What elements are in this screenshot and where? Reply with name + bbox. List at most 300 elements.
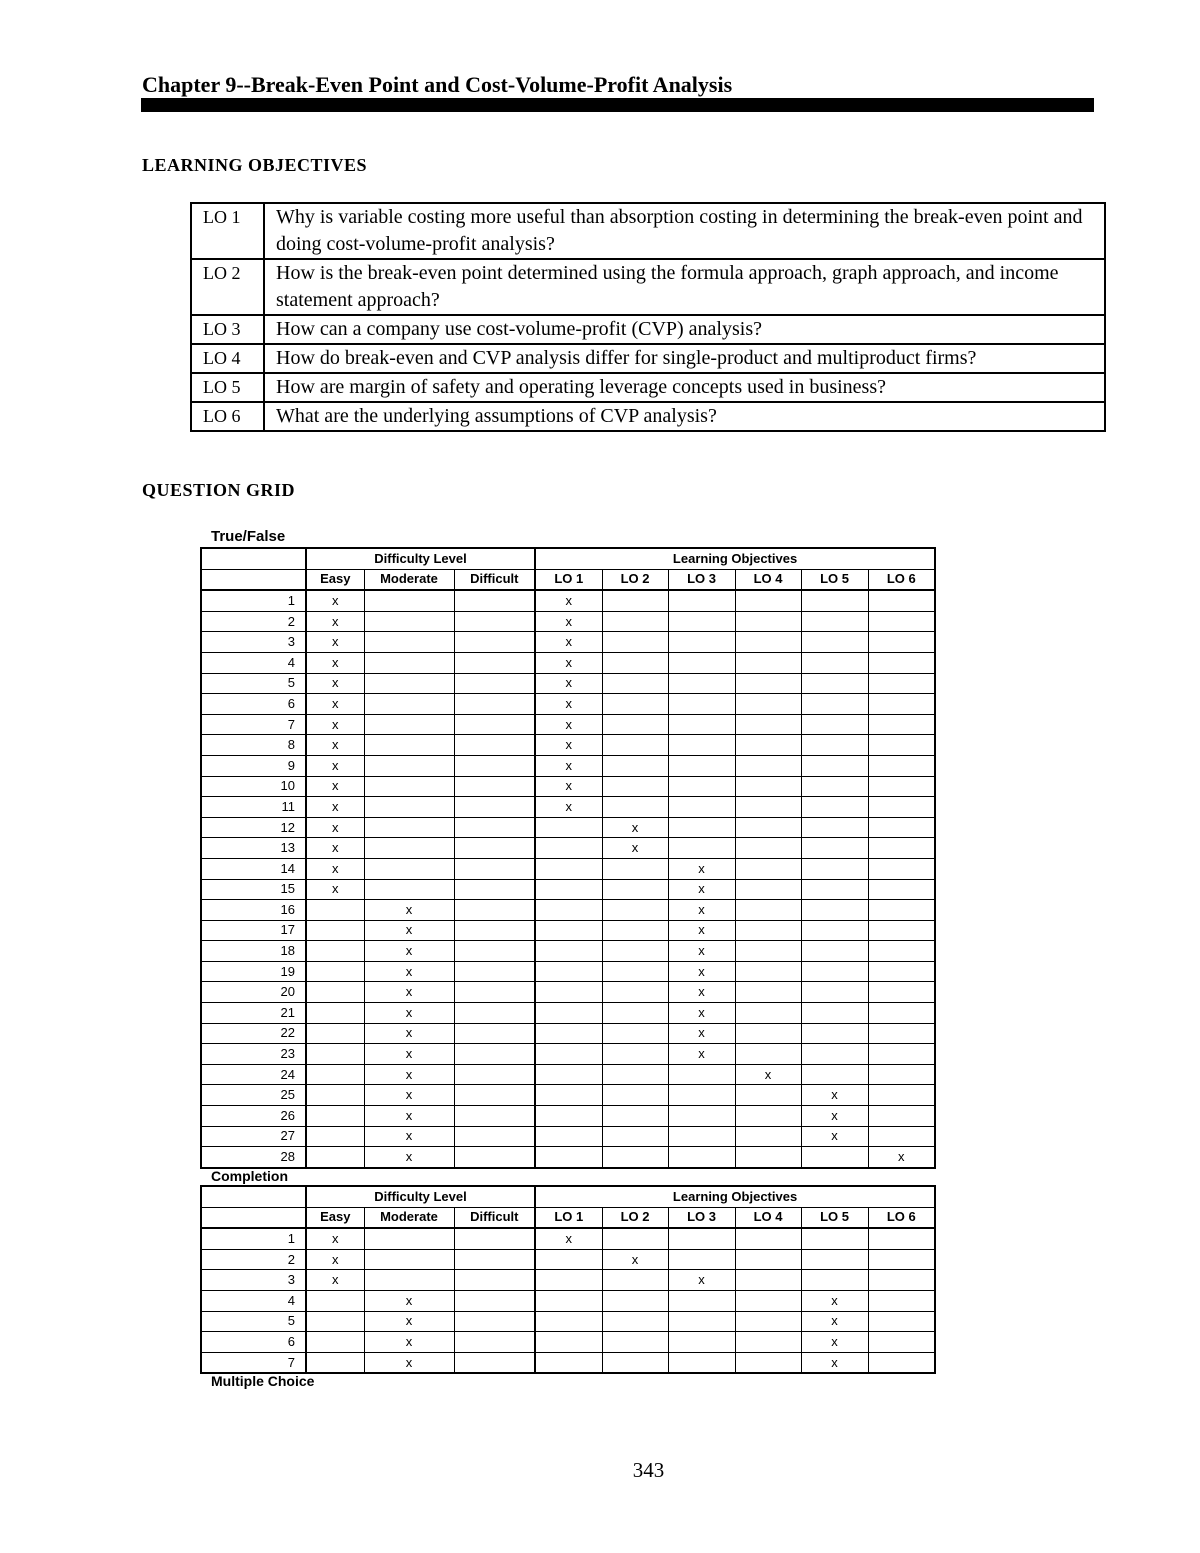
objective-header: LO 2 (602, 569, 668, 590)
difficulty-header: Difficult (454, 569, 535, 590)
difficulty-cell (306, 817, 364, 838)
objective-cell (602, 1228, 668, 1249)
table-row (201, 1023, 935, 1044)
objective-cell (535, 838, 602, 859)
difficulty-cell (306, 920, 364, 941)
objective-cell (668, 1290, 735, 1311)
question-number: 17 (201, 920, 306, 941)
question-number: 26 (201, 1106, 306, 1127)
objective-cell (735, 1044, 801, 1065)
objective-id: LO 6 (191, 402, 264, 431)
check-mark: x (698, 943, 705, 959)
objective-cell (801, 776, 868, 797)
check-mark: x (405, 1066, 413, 1082)
table-row (201, 1352, 935, 1373)
difficulty-cell (454, 817, 535, 838)
difficulty-cell (306, 1044, 364, 1065)
true-false-label: True/False (211, 528, 286, 545)
difficulty-cell (364, 858, 454, 879)
objective-cell (535, 1023, 602, 1044)
blank-cell (201, 548, 306, 569)
difficulty-cell (454, 982, 535, 1003)
table-row (201, 590, 935, 611)
objective-cell (801, 797, 868, 818)
objective-cell (668, 1270, 735, 1291)
question-number: 1 (201, 590, 306, 611)
learning-objectives-table (190, 202, 1106, 432)
objective-cell (602, 632, 668, 653)
check-mark: x (405, 1149, 413, 1165)
objective-cell (602, 1126, 668, 1147)
check-mark: x (764, 1066, 772, 1082)
objective-cell (668, 632, 735, 653)
difficulty-cell (306, 1023, 364, 1044)
difficulty-cell (364, 1332, 454, 1353)
objective-cell (535, 1290, 602, 1311)
difficulty-cell (364, 755, 454, 776)
difficulty-header: Moderate (364, 569, 454, 590)
check-mark: x (898, 1149, 905, 1165)
difficulty-cell (306, 900, 364, 921)
objective-text: What are the underlying assumptions of CVP analysis? (264, 402, 1105, 431)
difficulty-cell (364, 714, 454, 735)
check-mark: x (405, 1292, 413, 1308)
difficulty-header: Difficult (454, 1207, 535, 1228)
objective-text: How can a company use cost-volume-profit (CVP) analysis? (264, 315, 1105, 344)
question-number: 12 (201, 817, 306, 838)
objective-cell (801, 1249, 868, 1270)
difficulty-cell (306, 1270, 364, 1291)
objective-cell (668, 817, 735, 838)
objective-cell (668, 611, 735, 632)
table-row (201, 838, 935, 859)
objective-cell (602, 1023, 668, 1044)
objective-cell (801, 858, 868, 879)
objective-cell (735, 776, 801, 797)
difficulty-cell (364, 920, 454, 941)
objective-cell (801, 900, 868, 921)
objective-cell (801, 920, 868, 941)
difficulty-cell (364, 817, 454, 838)
objective-cell (535, 755, 602, 776)
objectives-group-header: Learning Objectives (535, 1186, 935, 1207)
question-number: 8 (201, 735, 306, 756)
objective-cell (801, 1023, 868, 1044)
objective-cell (868, 1106, 935, 1127)
difficulty-cell (454, 1126, 535, 1147)
difficulty-cell (306, 735, 364, 756)
difficulty-cell (306, 1352, 364, 1373)
objective-cell (668, 694, 735, 715)
check-mark: x (405, 1128, 413, 1144)
objective-cell (535, 1064, 602, 1085)
column-header-row (201, 569, 935, 590)
objective-cell (668, 879, 735, 900)
check-mark: x (698, 922, 705, 938)
objective-cell (735, 1147, 801, 1168)
difficulty-cell (454, 1003, 535, 1024)
objective-cell (668, 755, 735, 776)
difficulty-group-header: Difficulty Level (306, 1186, 535, 1207)
difficulty-group-header: Difficulty Level (306, 548, 535, 569)
table-row (201, 941, 935, 962)
difficulty-cell (306, 1126, 364, 1147)
objective-header: LO 1 (535, 569, 602, 590)
table-row (201, 652, 935, 673)
objective-cell (668, 735, 735, 756)
objective-cell (801, 652, 868, 673)
table-row (201, 1270, 935, 1291)
objective-cell (868, 735, 935, 756)
table-row (201, 611, 935, 632)
check-mark: x (405, 963, 413, 979)
objective-cell (602, 652, 668, 673)
objective-cell (535, 1352, 602, 1373)
question-number: 5 (201, 1311, 306, 1332)
objective-cell (668, 590, 735, 611)
difficulty-cell (454, 694, 535, 715)
check-mark: x (698, 1046, 705, 1062)
objective-cell (801, 673, 868, 694)
difficulty-cell (306, 941, 364, 962)
objective-cell (602, 714, 668, 735)
objective-cell (868, 776, 935, 797)
difficulty-cell (454, 1044, 535, 1065)
objective-cell (801, 755, 868, 776)
difficulty-cell (454, 1106, 535, 1127)
objective-cell (868, 1126, 935, 1147)
objective-cell (801, 611, 868, 632)
objective-row (191, 203, 1105, 259)
objective-cell (735, 1228, 801, 1249)
difficulty-cell (364, 1126, 454, 1147)
difficulty-cell (364, 900, 454, 921)
check-mark: x (565, 634, 573, 650)
objective-cell (735, 941, 801, 962)
objective-cell (668, 797, 735, 818)
objective-cell (735, 1106, 801, 1127)
table-row (201, 1126, 935, 1147)
objective-header: LO 5 (801, 569, 868, 590)
check-mark: x (631, 840, 639, 856)
check-mark: x (698, 860, 705, 876)
check-mark: x (332, 798, 339, 814)
objective-cell (535, 1332, 602, 1353)
difficulty-cell (364, 982, 454, 1003)
difficulty-cell (454, 1064, 535, 1085)
table-row (201, 714, 935, 735)
difficulty-cell (306, 858, 364, 879)
objective-cell (735, 961, 801, 982)
objective-cell (801, 1044, 868, 1065)
difficulty-cell (454, 714, 535, 735)
objective-cell (668, 838, 735, 859)
objective-cell (735, 879, 801, 900)
difficulty-cell (364, 632, 454, 653)
check-mark: x (565, 654, 573, 670)
blank-cell (201, 1186, 306, 1207)
table-row (201, 694, 935, 715)
table-row (201, 982, 935, 1003)
difficulty-cell (364, 1085, 454, 1106)
objective-cell (535, 797, 602, 818)
difficulty-cell (454, 1085, 535, 1106)
objective-cell (602, 1085, 668, 1106)
difficulty-cell (306, 1085, 364, 1106)
table-row (201, 632, 935, 653)
blank-cell (201, 569, 306, 590)
objective-cell (535, 1044, 602, 1065)
objective-cell (535, 714, 602, 735)
objective-cell (602, 817, 668, 838)
objective-cell (602, 755, 668, 776)
objective-cell (801, 694, 868, 715)
question-number: 21 (201, 1003, 306, 1024)
check-mark: x (405, 984, 413, 1000)
objective-cell (735, 735, 801, 756)
objective-cell (535, 632, 602, 653)
page-number: 343 (632, 1458, 665, 1482)
objective-cell (535, 858, 602, 879)
difficulty-cell (364, 611, 454, 632)
difficulty-cell (454, 1352, 535, 1373)
question-number: 23 (201, 1044, 306, 1065)
check-mark: x (332, 1251, 339, 1267)
completion-label: Completion (211, 1168, 288, 1184)
objective-cell (668, 982, 735, 1003)
table-row (201, 920, 935, 941)
objective-cell (868, 920, 935, 941)
objective-cell (868, 941, 935, 962)
check-mark: x (831, 1313, 838, 1329)
objective-row (191, 402, 1105, 431)
objective-cell (735, 1290, 801, 1311)
table-row (201, 755, 935, 776)
check-mark: x (565, 695, 573, 711)
objective-cell (868, 694, 935, 715)
difficulty-cell (454, 755, 535, 776)
check-mark: x (631, 1251, 639, 1267)
objective-cell (735, 1085, 801, 1106)
objective-cell (602, 1147, 668, 1168)
objective-cell (801, 1085, 868, 1106)
objective-cell (868, 797, 935, 818)
objective-cell (535, 1106, 602, 1127)
check-mark: x (332, 860, 339, 876)
objective-cell (535, 879, 602, 900)
check-mark: x (332, 716, 339, 732)
objective-cell (602, 879, 668, 900)
objective-cell (735, 817, 801, 838)
difficulty-header: Easy (306, 569, 364, 590)
objective-header: LO 6 (868, 1207, 935, 1228)
objective-cell (801, 1003, 868, 1024)
objective-cell (735, 900, 801, 921)
learning-objectives-heading: LEARNING OBJECTIVES (142, 155, 368, 175)
difficulty-cell (306, 879, 364, 900)
objectives-group-header: Learning Objectives (535, 548, 935, 569)
difficulty-header: Easy (306, 1207, 364, 1228)
objective-cell (868, 817, 935, 838)
check-mark: x (332, 840, 339, 856)
objective-cell (801, 1290, 868, 1311)
objective-cell (735, 1023, 801, 1044)
objective-cell (535, 982, 602, 1003)
objective-id: LO 3 (191, 315, 264, 344)
table-row (201, 1290, 935, 1311)
question-number: 20 (201, 982, 306, 1003)
objective-cell (868, 1023, 935, 1044)
question-number: 13 (201, 838, 306, 859)
objective-cell (535, 1147, 602, 1168)
table-row (201, 797, 935, 818)
check-mark: x (332, 675, 339, 691)
objective-cell (735, 797, 801, 818)
table-row (201, 1064, 935, 1085)
objective-cell (735, 1332, 801, 1353)
table-row (201, 1249, 935, 1270)
objective-cell (735, 590, 801, 611)
objective-cell (868, 755, 935, 776)
objective-cell (735, 714, 801, 735)
question-number: 11 (201, 797, 306, 818)
title-rule (141, 98, 1094, 112)
check-mark: x (332, 695, 339, 711)
check-mark: x (332, 634, 339, 650)
objective-text: How is the break-even point determined using the formula approach, graph approach, and income statement approach? (264, 259, 1105, 315)
objective-cell (602, 694, 668, 715)
difficulty-cell (364, 1290, 454, 1311)
objective-cell (735, 838, 801, 859)
check-mark: x (831, 1087, 838, 1103)
question-number: 15 (201, 879, 306, 900)
check-mark: x (565, 798, 573, 814)
difficulty-cell (454, 673, 535, 694)
objective-row (191, 315, 1105, 344)
check-mark: x (405, 1025, 413, 1041)
difficulty-cell (306, 755, 364, 776)
page-title: Chapter 9--Break-Even Point and Cost-Volume-Profit Analysis (142, 72, 733, 97)
difficulty-cell (306, 1290, 364, 1311)
objective-cell (868, 982, 935, 1003)
check-mark: x (405, 1004, 413, 1020)
question-number: 3 (201, 632, 306, 653)
objective-cell (535, 1003, 602, 1024)
table-row (201, 900, 935, 921)
question-number: 18 (201, 941, 306, 962)
difficulty-cell (364, 1106, 454, 1127)
check-mark: x (332, 1230, 339, 1246)
objective-cell (535, 590, 602, 611)
question-number: 4 (201, 1290, 306, 1311)
difficulty-cell (454, 1023, 535, 1044)
question-number: 25 (201, 1085, 306, 1106)
objective-cell (668, 652, 735, 673)
objective-cell (535, 1228, 602, 1249)
check-mark: x (698, 1272, 705, 1288)
objective-id: LO 2 (191, 259, 264, 315)
question-number: 5 (201, 673, 306, 694)
check-mark: x (405, 1087, 413, 1103)
check-mark: x (565, 778, 573, 794)
difficulty-cell (454, 858, 535, 879)
question-number: 24 (201, 1064, 306, 1085)
objective-cell (602, 900, 668, 921)
check-mark: x (405, 1354, 413, 1370)
check-mark: x (631, 819, 639, 835)
check-mark: x (831, 1333, 838, 1349)
check-mark: x (405, 1333, 413, 1349)
difficulty-header: Moderate (364, 1207, 454, 1228)
objective-cell (735, 611, 801, 632)
difficulty-cell (306, 797, 364, 818)
objective-cell (602, 1106, 668, 1127)
objective-header: LO 3 (668, 569, 735, 590)
check-mark: x (332, 654, 339, 670)
difficulty-cell (454, 900, 535, 921)
objective-text: How are margin of safety and operating leverage concepts used in business? (264, 373, 1105, 402)
objective-text: How do break-even and CVP analysis differ for single-product and multiproduct firms? (264, 344, 1105, 373)
check-mark: x (405, 1313, 413, 1329)
table-row (201, 1147, 935, 1168)
objective-cell (602, 590, 668, 611)
table-row (201, 673, 935, 694)
objective-cell (868, 858, 935, 879)
question-number: 16 (201, 900, 306, 921)
objective-row (191, 373, 1105, 402)
objective-cell (735, 673, 801, 694)
difficulty-cell (364, 776, 454, 797)
difficulty-cell (364, 1311, 454, 1332)
table-row (201, 1311, 935, 1332)
objective-cell (668, 673, 735, 694)
objective-cell (735, 1311, 801, 1332)
group-header-row (201, 548, 935, 569)
objective-cell (868, 1228, 935, 1249)
question-number: 9 (201, 755, 306, 776)
check-mark: x (831, 1354, 838, 1370)
objective-header: LO 5 (801, 1207, 868, 1228)
difficulty-cell (364, 1147, 454, 1168)
objective-cell (602, 858, 668, 879)
difficulty-cell (454, 1332, 535, 1353)
difficulty-cell (454, 1290, 535, 1311)
objective-cell (668, 1085, 735, 1106)
objective-cell (868, 879, 935, 900)
difficulty-cell (454, 838, 535, 859)
objective-cell (735, 1270, 801, 1291)
difficulty-cell (364, 1023, 454, 1044)
question-number: 4 (201, 652, 306, 673)
objective-cell (735, 1352, 801, 1373)
check-mark: x (565, 592, 573, 608)
question-number: 7 (201, 1352, 306, 1373)
objective-cell (801, 735, 868, 756)
objective-cell (801, 590, 868, 611)
difficulty-cell (306, 632, 364, 653)
objective-cell (668, 858, 735, 879)
difficulty-cell (454, 735, 535, 756)
check-mark: x (405, 901, 413, 917)
question-number: 19 (201, 961, 306, 982)
difficulty-cell (364, 1352, 454, 1373)
difficulty-cell (306, 1064, 364, 1085)
difficulty-cell (364, 1228, 454, 1249)
objective-cell (735, 1003, 801, 1024)
objective-cell (868, 1332, 935, 1353)
difficulty-cell (306, 1332, 364, 1353)
objective-cell (868, 632, 935, 653)
